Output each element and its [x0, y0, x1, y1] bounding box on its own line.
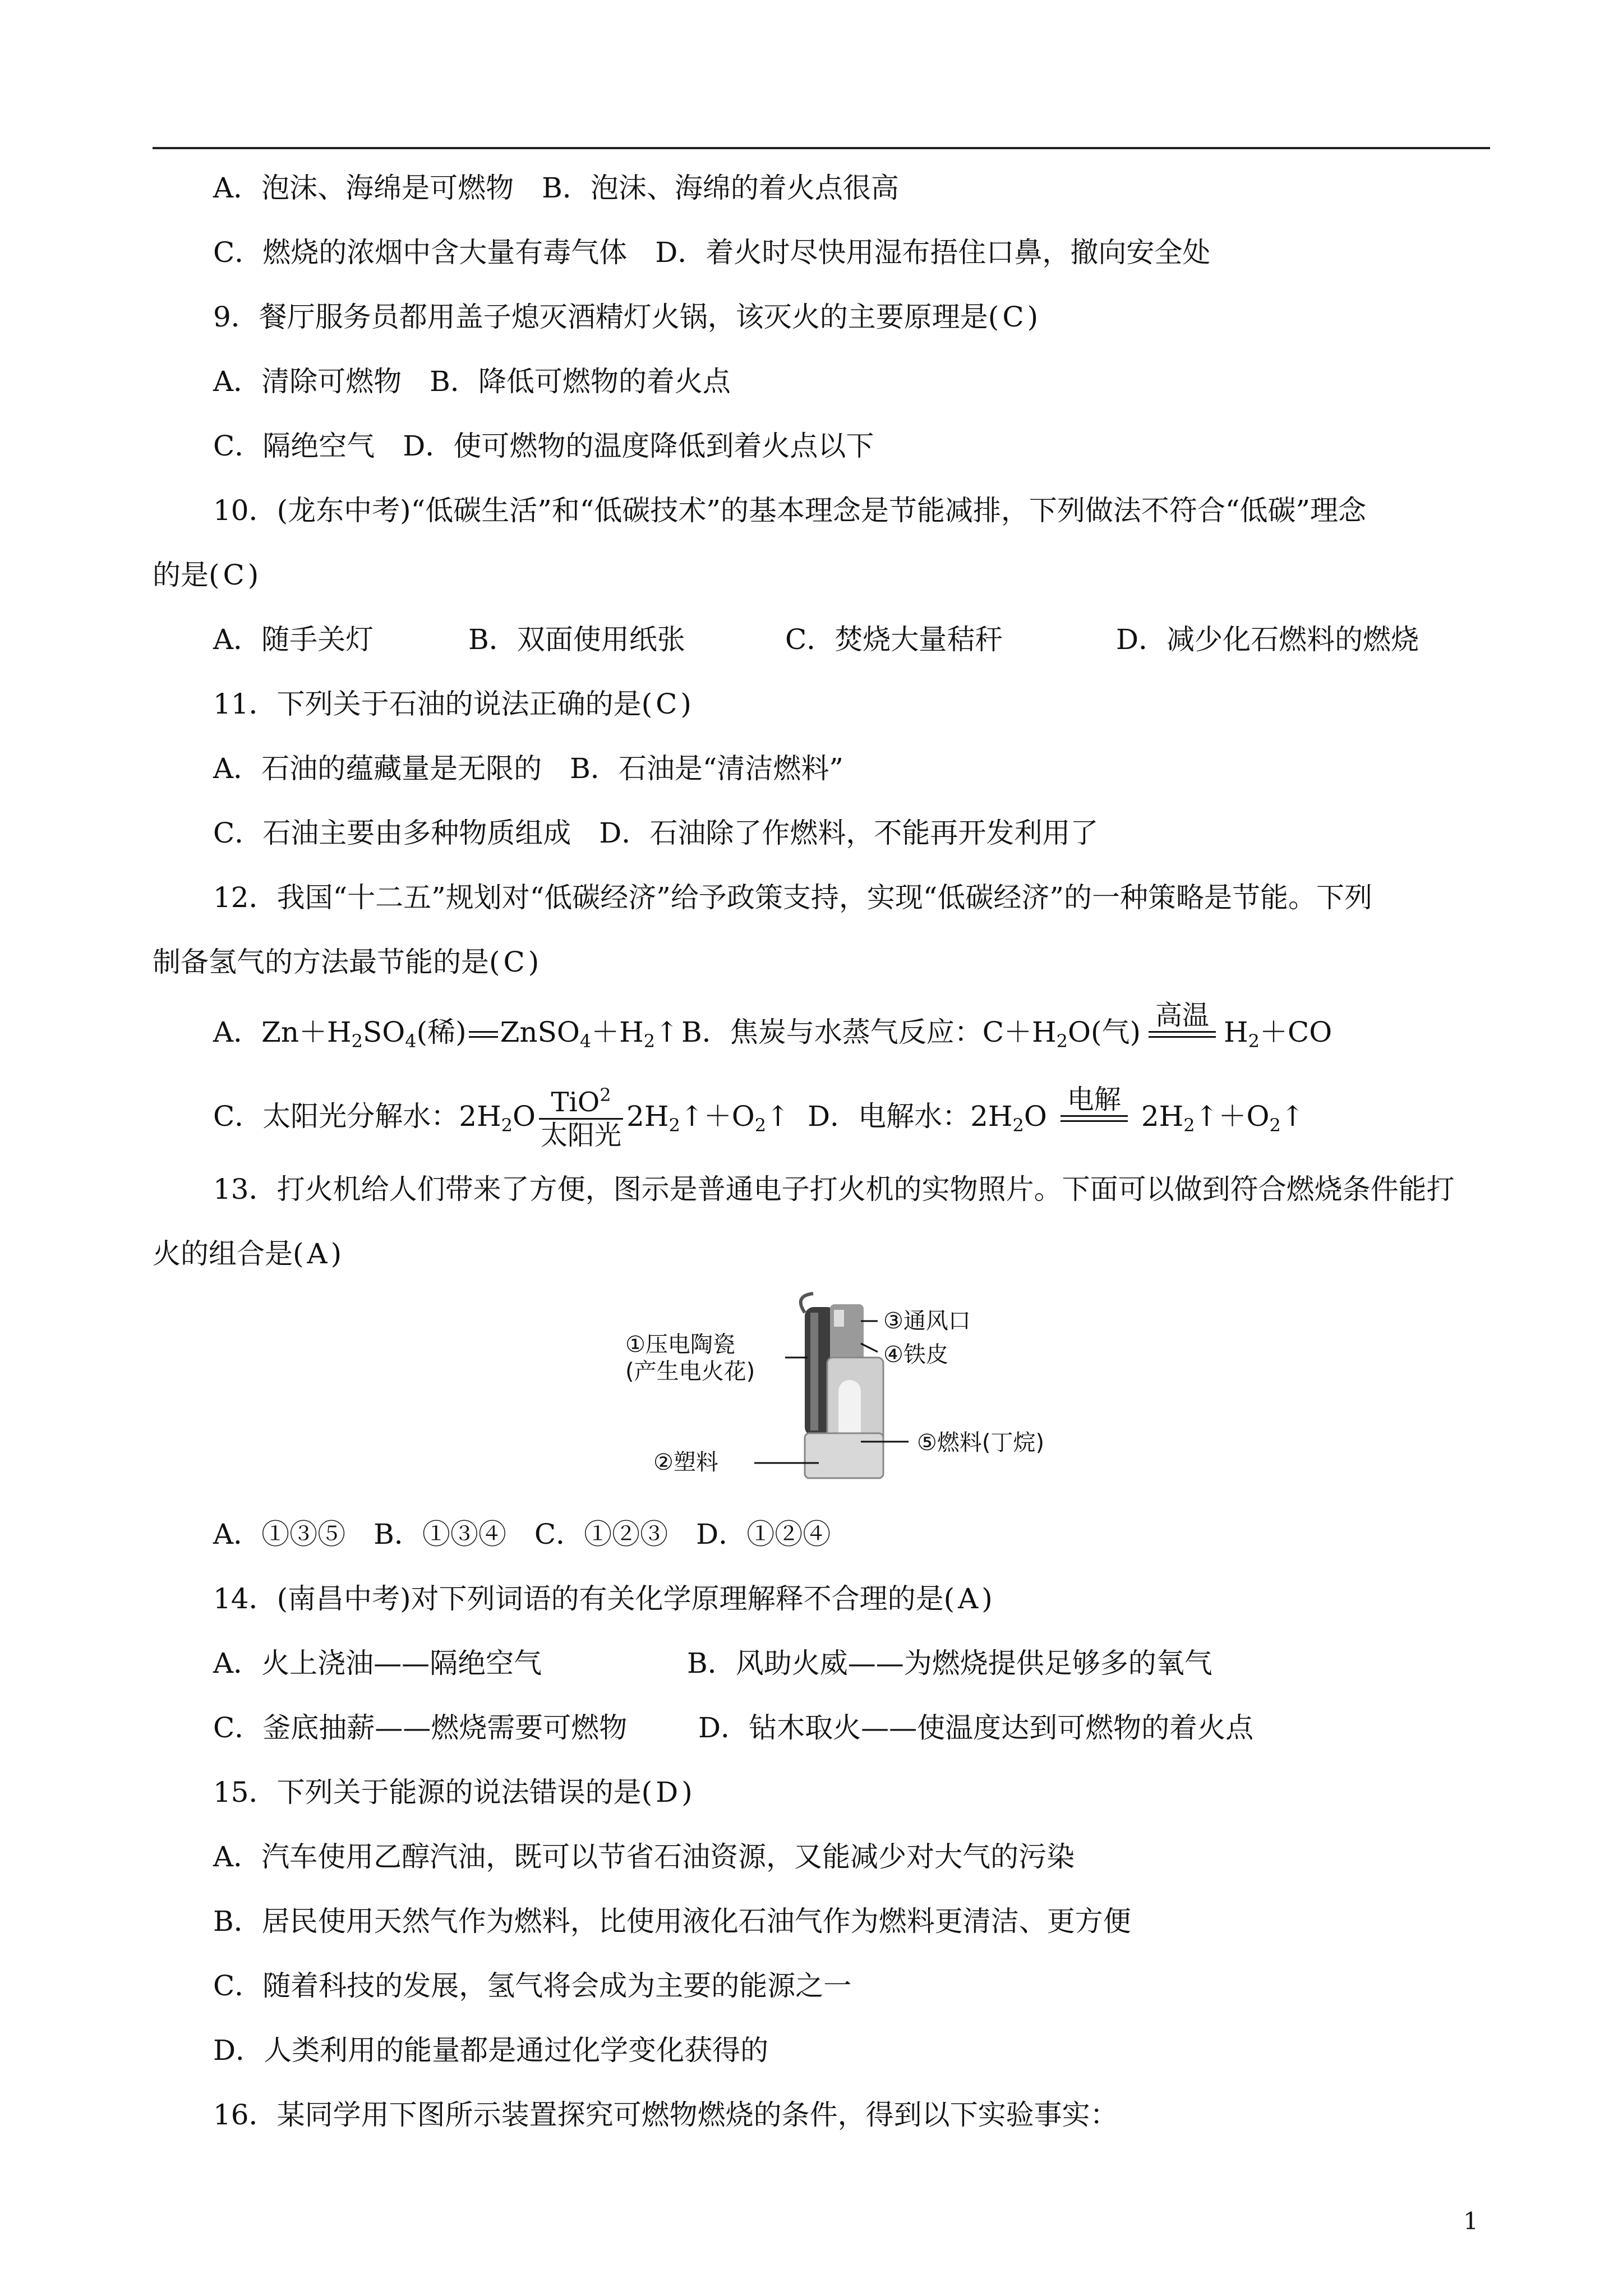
- q12a-text-2: SO: [363, 1016, 405, 1048]
- label-piezo: ①压电陶瓷: [625, 1332, 735, 1358]
- question-13: 13．打火机给人们带来了方便，图示是普通电子打火机的实物照片。下面可以做到符合燃烧条件能打: [213, 1173, 1455, 1205]
- q12a-text-3: (稀): [416, 1016, 467, 1048]
- double-arrow-line: [1061, 1115, 1128, 1122]
- equals-sign: [469, 1031, 498, 1038]
- q9-answer: C: [1002, 301, 1024, 333]
- double-arrow-line: [1149, 1031, 1216, 1038]
- catalyst-text: TiO: [551, 1086, 600, 1118]
- question-12: 12．我国“十二五”规划对“低碳经济”给予政策支持，实现“低碳经济”的一种策略是节能。下列: [213, 881, 1372, 914]
- q12c-text-3: 2H: [626, 1100, 669, 1133]
- q12d-text-1: D．电解水：2H: [808, 1100, 1013, 1133]
- q12a-text-6: ↑: [655, 1016, 679, 1048]
- q9-stem: 9．餐厅服务员都用盖子熄灭酒精灯火锅，该灭火的主要原理是(: [213, 301, 999, 333]
- page-number: 1: [1463, 2207, 1478, 2235]
- q12a-text-4: ZnSO: [500, 1016, 580, 1048]
- q14-option-d: D．钻木取火——使温度达到可燃物的着火点: [698, 1711, 1254, 1744]
- subscript: 4: [405, 1030, 417, 1052]
- q9-options-ab: A．清除可燃物 B．降低可燃物的着火点: [213, 365, 731, 398]
- q12d-text-4: ↑＋O: [1195, 1100, 1270, 1133]
- q12c-text-2: O: [513, 1100, 536, 1133]
- subscript: 2: [643, 1030, 656, 1052]
- subscript: 2: [1056, 1030, 1068, 1052]
- q12d-text-2: O: [1023, 1100, 1047, 1133]
- q14-stem-end: ): [981, 1582, 993, 1615]
- q15-option-d: D．人类利用的能量都是通过化学变化获得的: [213, 2034, 769, 2067]
- subscript: 2: [1183, 1115, 1195, 1136]
- q13-options: A．①③⑤ B．①③④ C．①②③ D．①②④: [213, 1518, 831, 1550]
- q14-option-b: B．风助火威——为燃烧提供足够多的氧气: [687, 1647, 1212, 1680]
- q8-options-ab: A．泡沫、海绵是可燃物 B．泡沫、海绵的着火点很高: [213, 172, 899, 204]
- subscript: 2: [1269, 1115, 1281, 1136]
- subscript: 4: [579, 1030, 592, 1052]
- q13-answer: A: [307, 1237, 328, 1270]
- q12b-text-2: O(气): [1067, 1016, 1141, 1048]
- q12-option-d: [808, 1083, 1304, 1151]
- question-16: 16．某同学用下图所示装置探究可燃物燃烧的条件，得到以下实验事实：: [213, 2099, 1118, 2131]
- condition-bottom: 太阳光: [541, 1119, 622, 1151]
- q12d-text-5: ↑: [1280, 1100, 1304, 1133]
- reaction-condition: [1149, 1002, 1216, 1067]
- q10-stem-end: ): [247, 559, 259, 591]
- q11-stem: 11．下列关于石油的说法正确的是(: [213, 688, 653, 720]
- lighter-figure: [614, 1290, 1074, 1492]
- q12-option-b: [681, 999, 1332, 1067]
- superscript: 2: [600, 1084, 611, 1106]
- q11-stem-end: ): [680, 688, 691, 720]
- q15-option-c: C．随着科技的发展，氢气将会成为主要的能源之一: [213, 1970, 852, 2002]
- label-plastic: ②塑料: [653, 1450, 718, 1475]
- question-10-cont: [153, 558, 259, 592]
- subscript: 2: [1012, 1115, 1024, 1136]
- piezo-highlight: [810, 1313, 818, 1430]
- q15-stem-end: ): [681, 1776, 693, 1809]
- q10-option-d: D．减少化石燃料的燃烧: [1116, 623, 1419, 656]
- q12a-text-1: A．Zn＋H: [213, 1016, 352, 1048]
- subscript: 2: [754, 1115, 767, 1136]
- label-air-vent: ③通风口: [883, 1308, 971, 1334]
- subscript: 2: [668, 1115, 680, 1136]
- reaction-condition: [539, 1084, 623, 1151]
- condition-top: [539, 1084, 623, 1118]
- q10-option-b: B．双面使用纸张: [468, 623, 685, 656]
- q12-stem-end: ): [528, 946, 540, 978]
- q12b-text-4: ＋CO: [1259, 1016, 1332, 1048]
- q12c-text-1: C．太阳光分解水：2H: [213, 1100, 501, 1133]
- reaction-condition: [1061, 1086, 1128, 1151]
- question-10: 10．(龙东中考)“低碳生活”和“低碳技术”的基本理念是节能减排，下列做法不符合“低碳”理念: [213, 494, 1367, 527]
- question-14: [213, 1582, 993, 1616]
- question-11: [213, 687, 691, 721]
- label-fuel: ⑤燃料(丁烷): [917, 1430, 1045, 1456]
- q10-answer: C: [223, 559, 245, 591]
- q14-option-c: C．釜底抽薪——燃烧需要可燃物: [213, 1711, 628, 1744]
- label-piezo-note: (产生电火花): [625, 1359, 755, 1384]
- plastic-base: [805, 1433, 883, 1478]
- q11-answer: C: [656, 688, 677, 720]
- q9-stem-end: ): [1027, 301, 1039, 333]
- q9-options-cd: C．隔绝空气 D．使可燃物的温度降低到着火点以下: [213, 430, 874, 462]
- question-13-cont: [153, 1237, 342, 1271]
- q11-options-cd: C．石油主要由多种物质组成 D．石油除了作燃料，不能再开发利用了: [213, 817, 1099, 849]
- q12-answer: C: [503, 946, 525, 978]
- q14-stem: 14．(南昌中考)对下列词语的有关化学原理解释不合理的是(: [213, 1582, 955, 1615]
- q8-options-cd: C．燃烧的浓烟中含大量有毒气体 D．着火时尽快用湿布捂住口鼻，撤向安全处: [213, 236, 1211, 269]
- condition-top: 高温: [1155, 1000, 1209, 1031]
- q13-stem-cont: 火的组合是(: [153, 1237, 304, 1270]
- header-rule: [153, 147, 1490, 149]
- q12d-text-3: 2H: [1141, 1100, 1184, 1133]
- subscript: 2: [1248, 1030, 1260, 1052]
- q12c-text-5: ↑: [766, 1100, 790, 1133]
- q12b-text-1: B．焦炭与水蒸气反应：C＋H: [681, 1016, 1057, 1048]
- q12c-text-4: ↑＋O: [680, 1100, 755, 1133]
- q14-answer: A: [958, 1582, 979, 1615]
- q12-stem-cont: 制备氢气的方法最节能的是(: [153, 946, 500, 978]
- q15-option-b: B．居民使用天然气作为燃料，比使用液化石油气作为燃料更清洁、更方便: [213, 1905, 1131, 1938]
- q11-options-ab: A．石油的蕴藏量是无限的 B．石油是“清洁燃料”: [213, 752, 843, 785]
- q15-stem: 15．下列关于能源的说法错误的是(: [213, 1776, 653, 1809]
- q12b-text-3: H: [1223, 1016, 1248, 1048]
- q12-option-a: [213, 1015, 679, 1052]
- question-12-cont: [153, 945, 539, 979]
- q13-stem-end: ): [330, 1237, 342, 1270]
- q15-option-a: A．汽车使用乙醇汽油，既可以节省石油资源，又能减少对大气的污染: [213, 1841, 1075, 1873]
- question-9: [213, 300, 1038, 334]
- q15-answer: D: [656, 1776, 679, 1809]
- q10-stem-cont: 的是(: [153, 559, 220, 591]
- subscript: 2: [351, 1030, 363, 1052]
- q12-option-c: [213, 1083, 790, 1150]
- q14-option-a: A．火上浇油——隔绝空气: [213, 1647, 542, 1680]
- air-vent: [834, 1310, 844, 1327]
- q10-option-c: C．焚烧大量秸秆: [785, 623, 1003, 656]
- subscript: 2: [501, 1115, 513, 1136]
- q12a-text-5: ＋H: [591, 1016, 644, 1048]
- label-iron-sheet: ④铁皮: [883, 1342, 948, 1368]
- condition-top: 电解: [1067, 1084, 1121, 1115]
- question-15: [213, 1775, 693, 1809]
- q10-option-a: A．随手关灯: [213, 623, 374, 656]
